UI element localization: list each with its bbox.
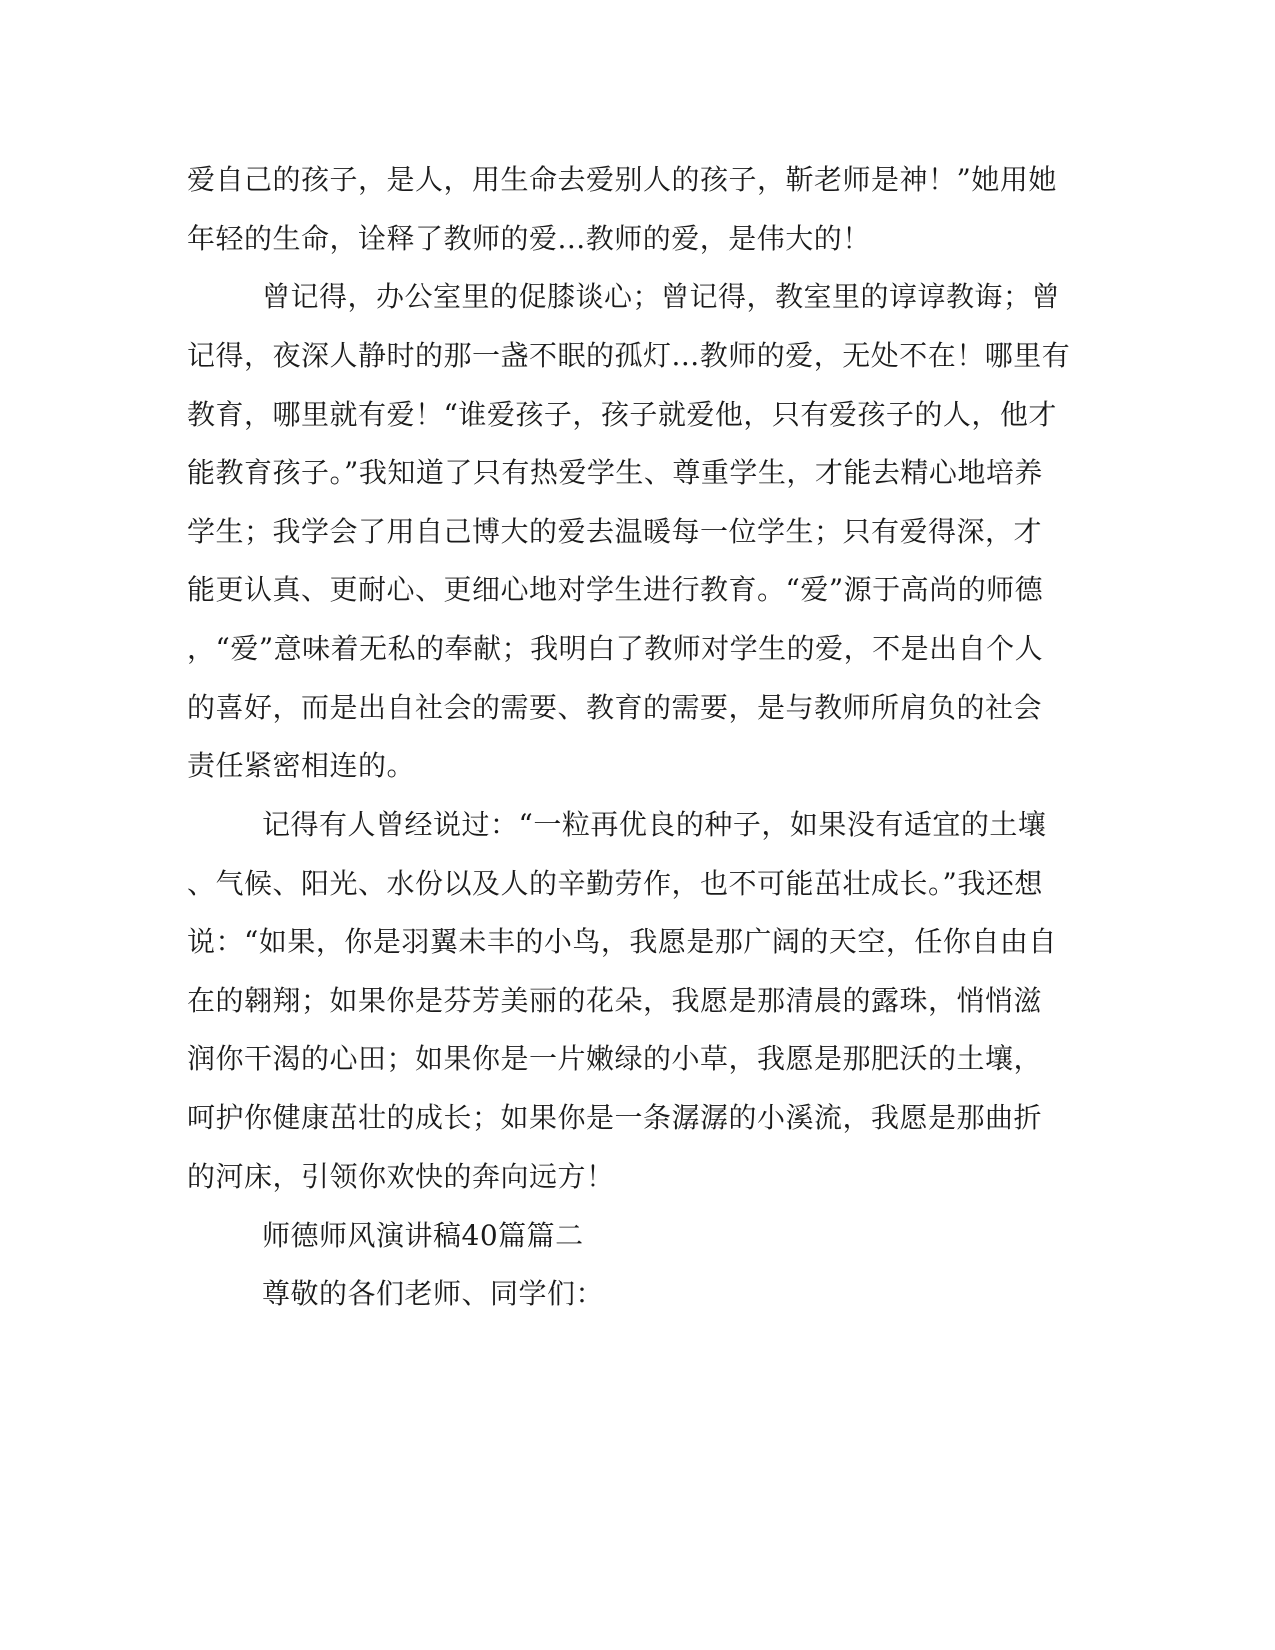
text-line: 责任紧密相连的。	[187, 749, 416, 782]
text-line: ，“爱”意味着无私的奉献；我明白了教师对学生的爱，不是出自个人	[187, 632, 1044, 665]
text-line: 记得，夜深人静时的那一盏不眠的孤灯...教师的爱，无处不在！哪里有	[187, 339, 1071, 372]
section-heading: 师德师风演讲稿40篇篇二	[262, 1219, 584, 1252]
text-line: 的河床，引领你欢快的奔向远方！	[187, 1160, 615, 1193]
text-line: 润你干渴的心田；如果你是一片嫩绿的小草，我愿是那肥沃的土壤，	[187, 1042, 1043, 1075]
text-line: 记得有人曾经说过：“一粒再优良的种子，如果没有适宜的土壤	[262, 808, 1047, 841]
text-line: 能更认真、更耐心、更细心地对学生进行教育。“爱”源于高尚的师德	[187, 573, 1044, 606]
text-line: 学生；我学会了用自己博大的爱去温暖每一位学生；只有爱得深，才	[187, 515, 1043, 548]
text-line: 曾记得，办公室里的促膝谈心；曾记得，教室里的谆谆教诲；曾	[262, 280, 1061, 313]
text-line: 呵护你健康茁壮的成长；如果你是一条潺潺的小溪流，我愿是那曲折	[187, 1101, 1043, 1134]
text-line: 教育，哪里就有爱！“谁爱孩子，孩子就爱他，只有爱孩子的人，他才	[187, 398, 1057, 431]
text-line: 的喜好，而是出自社会的需要、教育的需要，是与教师所肩负的社会	[187, 691, 1043, 724]
text-line: 年轻的生命，诠释了教师的爱...教师的爱，是伟大的！	[187, 222, 871, 255]
text-line: 爱自己的孩子，是人，用生命去爱别人的孩子，靳老师是神！”她用她	[187, 163, 1057, 196]
text-line: 能教育孩子。”我知道了只有热爱学生、尊重学生，才能去精心地培养	[187, 456, 1043, 489]
text-line: 在的翱翔；如果你是芬芳美丽的花朵，我愿是那清晨的露珠，悄悄滋	[187, 984, 1043, 1017]
text-line: 说：“如果，你是羽翼未丰的小鸟，我愿是那广阔的天空，任你自由自	[187, 925, 1057, 958]
salutation: 尊敬的各们老师、同学们：	[262, 1277, 605, 1310]
text-line: 、气候、阳光、水份以及人的辛勤劳作，也不可能茁壮成长。”我还想	[187, 867, 1043, 900]
